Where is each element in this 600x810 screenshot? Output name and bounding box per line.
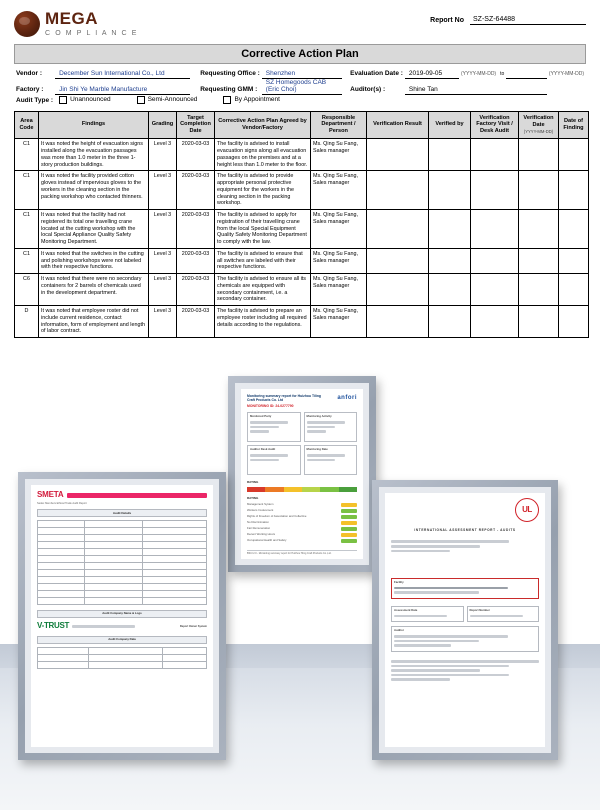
cell-grading: Level 3 bbox=[149, 306, 177, 338]
smeta-row bbox=[38, 570, 207, 577]
table-row bbox=[15, 210, 589, 249]
smeta-row bbox=[38, 528, 207, 535]
rating-row bbox=[247, 509, 357, 513]
cell-verification-result[interactable] bbox=[367, 210, 429, 249]
cell-findings: It was noted that the facility had not registered its total one travelling crane located at the cutting workshop with the local Special Appliance Quality Safety Monitoring Department. bbox=[39, 210, 149, 249]
cell-verification-date[interactable] bbox=[519, 248, 559, 273]
cell-verification-visit[interactable] bbox=[471, 274, 519, 306]
cell-date-of-finding[interactable] bbox=[559, 210, 589, 249]
cell-area-code: D bbox=[15, 306, 39, 338]
col-target-date: Target Completion Date bbox=[177, 111, 215, 139]
rating-row-label: Workers Involvement bbox=[247, 508, 274, 513]
smeta-subtitle: Sedex Members Ethical Trade Audit Report bbox=[37, 501, 87, 505]
cell-cap: The facility is advised to prepare an employee roster including all required details according to the regulations. bbox=[215, 306, 311, 338]
col-verification-visit: Verification Factory Visit / Desk Audit bbox=[471, 111, 519, 139]
auditors-label: Auditor(s) : bbox=[350, 86, 386, 93]
cell-cap: The facility is advised to provide appropriate personal protective equipment for the workers in the cleaning section in the packing workshop. bbox=[215, 171, 311, 210]
framed-report-ul bbox=[372, 480, 558, 760]
monitoring-box-title: Monitoring Activity bbox=[306, 414, 332, 419]
cell-target-date: 2020-03-03 bbox=[177, 306, 215, 338]
col-grading: Grading bbox=[149, 111, 177, 139]
ul-date-block bbox=[391, 606, 464, 622]
cell-verification-visit[interactable] bbox=[471, 210, 519, 249]
ul-block-title: Auditor bbox=[394, 628, 404, 633]
mega-logo-icon bbox=[14, 11, 40, 37]
rating-chip bbox=[341, 533, 357, 537]
cell-area-code: C1 bbox=[15, 171, 39, 210]
monitoring-box bbox=[304, 445, 358, 475]
requesting-office-value: Shenzhen bbox=[262, 69, 342, 78]
rating-chip bbox=[341, 539, 357, 543]
rating-scale bbox=[247, 487, 357, 492]
cell-verification-date[interactable] bbox=[519, 274, 559, 306]
requesting-gmm-value: SZ Homegoods CAB (Eric Choi) bbox=[262, 78, 342, 94]
requesting-gmm-label: Requesting GMM : bbox=[200, 86, 258, 93]
monitoring-heading: Monitoring summary report for Huizhou Tiling Craft Products Co. Ltd bbox=[247, 394, 321, 403]
document-header bbox=[0, 0, 600, 338]
auditors-value: Shine Tan bbox=[405, 78, 547, 94]
cell-verification-visit[interactable] bbox=[471, 139, 519, 171]
col-verification-date: Verification Date (YYYY-MM-DD) bbox=[519, 111, 559, 139]
ul-sheet bbox=[385, 493, 545, 747]
cell-target-date: 2020-03-03 bbox=[177, 248, 215, 273]
cell-date-of-finding[interactable] bbox=[559, 306, 589, 338]
smeta-row bbox=[38, 654, 207, 661]
cell-responsible: Ms. Qing Su Fang, Sales manager bbox=[311, 171, 367, 210]
smeta-company-title: Audit Company Name & Logo bbox=[37, 610, 207, 618]
rating-row bbox=[247, 533, 357, 537]
rating-row bbox=[247, 527, 357, 531]
cell-area-code: C1 bbox=[15, 248, 39, 273]
rating-row-label: Management System bbox=[247, 502, 274, 507]
cell-findings: It was noted that the switches in the cutting and polishing workshops were not labeled with their respective functions. bbox=[39, 248, 149, 273]
evaluation-date-hint-1: (YYYY-MM-DD) bbox=[461, 71, 497, 77]
rating-chip bbox=[341, 527, 357, 531]
smeta-logo: SMETA bbox=[37, 490, 64, 499]
smeta-row bbox=[38, 521, 207, 528]
brand-name: MEGA bbox=[45, 9, 98, 28]
cell-verification-date[interactable] bbox=[519, 210, 559, 249]
framed-report-monitoring-summary bbox=[228, 376, 376, 572]
table-row bbox=[15, 274, 589, 306]
cell-verification-date[interactable] bbox=[519, 139, 559, 171]
cell-cap: The facility is advised to ensure all its chemicals are equipped with secondary containment, i.e. a secondary container. bbox=[215, 274, 311, 306]
anfori-logo: anfori bbox=[337, 395, 357, 401]
table-row bbox=[15, 248, 589, 273]
vtrust-logo: V-TRUST bbox=[37, 621, 70, 631]
frame-mat bbox=[379, 487, 551, 753]
col-area-code: Area Code bbox=[15, 111, 39, 139]
col-findings: Findings bbox=[39, 111, 149, 139]
table-row bbox=[15, 139, 589, 171]
rating-row-label: Decent Working Hours bbox=[247, 532, 276, 537]
audit-type-label: Audit Type : bbox=[16, 96, 54, 104]
cell-verified-by[interactable] bbox=[429, 274, 471, 306]
monitoring-summary-sheet bbox=[241, 389, 363, 559]
vendor-label: Vendor : bbox=[16, 70, 43, 77]
col-responsible: Responsible Department / Person bbox=[311, 111, 367, 139]
rating-chip bbox=[341, 503, 357, 507]
cell-target-date: 2020-03-03 bbox=[177, 210, 215, 249]
rating-chip bbox=[341, 521, 357, 525]
rating-row-label: Fair Remuneration bbox=[247, 526, 271, 531]
smeta-footer-title: Audit Company Data bbox=[37, 636, 207, 644]
report-number bbox=[430, 16, 586, 25]
monitoring-box-title: Monitoring Date bbox=[306, 447, 328, 452]
smeta-row bbox=[38, 577, 207, 584]
evaluation-date-to: to bbox=[500, 71, 505, 77]
ul-report-title: INTERNATIONAL ASSESSMENT REPORT - AUDITS bbox=[414, 528, 516, 532]
meta-fields bbox=[14, 69, 586, 105]
smeta-band bbox=[67, 493, 207, 498]
brand-subtitle: C O M P L I A N C E bbox=[45, 30, 139, 37]
factory-value: Jin Shi Ye Marble Manufacture bbox=[55, 78, 190, 94]
cell-verification-result[interactable] bbox=[367, 248, 429, 273]
cell-responsible: Ms. Qing Su Fang, Sales manager bbox=[311, 306, 367, 338]
monitoring-box-title: Auditor Desk Audit bbox=[250, 447, 276, 452]
cell-area-code: C6 bbox=[15, 274, 39, 306]
checkbox-unannounced-label: Unannounced bbox=[70, 96, 111, 103]
rating-chip bbox=[341, 509, 357, 513]
evaluation-date-hint-2: (YYYY-MM-DD) bbox=[548, 71, 584, 77]
cell-cap: The facility is advised to install evacuation signs along all evacuation passages on the premises and at a height less than 1.0 meter to the floor. bbox=[215, 139, 311, 171]
cell-verified-by[interactable] bbox=[429, 210, 471, 249]
table-body bbox=[15, 139, 589, 338]
checkbox-unannounced[interactable] bbox=[59, 96, 110, 104]
cell-verification-visit[interactable] bbox=[471, 306, 519, 338]
checkbox-by-appointment-label: By Appointment bbox=[234, 96, 280, 103]
table-row bbox=[15, 171, 589, 210]
cell-grading: Level 3 bbox=[149, 248, 177, 273]
col-cap: Corrective Action Plan Agreed by Vendor/Factory bbox=[215, 111, 311, 139]
vtrust-block bbox=[37, 621, 207, 632]
rating-row bbox=[247, 503, 357, 507]
cell-grading: Level 3 bbox=[149, 139, 177, 171]
cell-grading: Level 3 bbox=[149, 274, 177, 306]
cell-verification-visit[interactable] bbox=[471, 171, 519, 210]
requesting-office-label: Requesting Office : bbox=[200, 70, 260, 77]
cell-responsible: Ms. Qing Su Fang, Sales manager bbox=[311, 248, 367, 273]
checkbox-semi-announced[interactable] bbox=[137, 96, 198, 104]
cell-area-code: C1 bbox=[15, 210, 39, 249]
smeta-row bbox=[38, 549, 207, 556]
cell-date-of-finding[interactable] bbox=[559, 139, 589, 171]
rating-section-title: RATING bbox=[247, 480, 259, 485]
frame-mat bbox=[235, 383, 369, 565]
cell-date-of-finding[interactable] bbox=[559, 171, 589, 210]
certificate-gallery bbox=[0, 368, 600, 810]
col-date-of-finding: Date of Finding bbox=[559, 111, 589, 139]
rating-row bbox=[247, 521, 357, 525]
cell-verification-date[interactable] bbox=[519, 306, 559, 338]
checkbox-unannounced-box[interactable] bbox=[59, 96, 67, 104]
brand-row bbox=[14, 10, 586, 37]
evaluation-date-value: 2019-09-05 bbox=[405, 69, 459, 78]
checkbox-by-appointment[interactable] bbox=[223, 96, 280, 104]
cell-findings: It was noted that employee roster did not include current residence, contact information, form of employment and length of labor contract. bbox=[39, 306, 149, 338]
factory-label: Factory : bbox=[16, 86, 44, 93]
ul-facility-block bbox=[391, 578, 539, 599]
rating-row bbox=[247, 539, 357, 543]
cell-verification-date[interactable] bbox=[519, 171, 559, 210]
monitoring-box bbox=[247, 412, 301, 442]
cell-verification-result[interactable] bbox=[367, 171, 429, 210]
evaluation-date-label: Evaluation Date : bbox=[350, 70, 403, 77]
ul-auditor-block bbox=[391, 626, 539, 652]
checkbox-by-appointment-box[interactable] bbox=[223, 96, 231, 104]
rating-row bbox=[247, 515, 357, 519]
rating-row-label: No Discrimination bbox=[247, 520, 269, 525]
audit-type-options bbox=[55, 94, 586, 105]
framed-report-smeta bbox=[18, 472, 226, 760]
corrective-action-table bbox=[14, 111, 589, 339]
report-owner-label: Report Owner System bbox=[179, 624, 207, 628]
monitoring-box bbox=[304, 412, 358, 442]
cell-findings: It was noted the height of evacuation signs installed along the evacuation passages was more than 1.0 meter in the three 1-story production buildings. bbox=[39, 139, 149, 171]
smeta-row bbox=[38, 535, 207, 542]
report-no-value: SZ-SZ-64488 bbox=[470, 16, 586, 25]
table-row bbox=[15, 306, 589, 338]
smeta-row bbox=[38, 661, 207, 668]
cell-responsible: Ms. Qing Su Fang, Sales manager bbox=[311, 274, 367, 306]
smeta-sheet bbox=[31, 485, 213, 747]
smeta-row bbox=[38, 556, 207, 563]
cell-findings: It was noted that there were no secondary containers for 2 barrels of chemicals used in the development department. bbox=[39, 274, 149, 306]
rating-row-label: Rights of Freedom of Association and Collective bbox=[247, 514, 307, 519]
smeta-section-title: Audit Details bbox=[37, 509, 207, 517]
frame-mat bbox=[25, 479, 219, 753]
cell-cap: The facility is advised to ensure that all switches are labeled with their respective functions. bbox=[215, 248, 311, 273]
cell-cap: The facility is advised to apply for registration of their travelling crane from the local Special Equipment Quality Safety Monitoring Department to comply with the law. bbox=[215, 210, 311, 249]
monitoring-box bbox=[247, 445, 301, 475]
rating-rows bbox=[247, 503, 357, 543]
vendor-value: December Sun International Co., Ltd bbox=[55, 69, 190, 78]
cell-verified-by[interactable] bbox=[429, 306, 471, 338]
report-no-label: Report No bbox=[430, 17, 464, 24]
cell-verified-by[interactable] bbox=[429, 171, 471, 210]
cell-responsible: Ms. Qing Su Fang, Sales manager bbox=[311, 139, 367, 171]
ul-block-title: Assessment Date bbox=[394, 608, 418, 613]
rating-list-title: RATING bbox=[247, 496, 259, 501]
smeta-row bbox=[38, 542, 207, 549]
cell-verification-result[interactable] bbox=[367, 139, 429, 171]
monitoring-footer: BSCI 2.0 - Monitoring summary report for Huizhou Tiling Craft Products Co.,Ltd. bbox=[247, 550, 357, 555]
cell-target-date: 2020-03-03 bbox=[177, 139, 215, 171]
smeta-details-table bbox=[37, 520, 207, 605]
cell-date-of-finding[interactable] bbox=[559, 248, 589, 273]
evaluation-date-end bbox=[506, 69, 547, 78]
ul-block-title: Facility bbox=[394, 580, 404, 585]
monitoring-id: MONITORING ID: 24-0277790 bbox=[247, 403, 294, 408]
monitoring-box-title: Monitored Party bbox=[250, 414, 272, 419]
cell-date-of-finding[interactable] bbox=[559, 274, 589, 306]
col-verification-result: Verification Result bbox=[367, 111, 429, 139]
ul-logo-icon: UL bbox=[515, 498, 539, 522]
cell-findings: It was noted the facility provided cotton gloves instead of impervious gloves to the workers in the cleaning section in the packing workshop who contacted thinners. bbox=[39, 171, 149, 210]
checkbox-semi-announced-box[interactable] bbox=[137, 96, 145, 104]
smeta-footer-table bbox=[37, 647, 207, 669]
rating-chip bbox=[341, 515, 357, 519]
smeta-row bbox=[38, 598, 207, 605]
cell-verified-by[interactable] bbox=[429, 139, 471, 171]
smeta-row bbox=[38, 563, 207, 570]
cell-responsible: Ms. Qing Su Fang, Sales manager bbox=[311, 210, 367, 249]
smeta-row bbox=[38, 591, 207, 598]
cell-verified-by[interactable] bbox=[429, 248, 471, 273]
col-verified-by: Verified by bbox=[429, 111, 471, 139]
col-verification-date-hint: (YYYY-MM-DD) bbox=[523, 129, 554, 135]
smeta-row bbox=[38, 584, 207, 591]
smeta-row bbox=[38, 647, 207, 654]
ul-report-number-block bbox=[467, 606, 540, 622]
cell-area-code: C1 bbox=[15, 139, 39, 171]
page-title: Corrective Action Plan bbox=[14, 44, 586, 64]
brand-logo bbox=[14, 10, 138, 37]
monitoring-info-grid bbox=[247, 412, 357, 475]
cell-verification-visit[interactable] bbox=[471, 248, 519, 273]
cell-verification-result[interactable] bbox=[367, 306, 429, 338]
rating-row-label: Occupational Health and Safety bbox=[247, 538, 287, 543]
cell-target-date: 2020-03-03 bbox=[177, 171, 215, 210]
cell-grading: Level 3 bbox=[149, 210, 177, 249]
ul-block-title: Report Number bbox=[469, 608, 490, 613]
cell-grading: Level 3 bbox=[149, 171, 177, 210]
cell-verification-result[interactable] bbox=[367, 274, 429, 306]
checkbox-semi-announced-label: Semi-Announced bbox=[147, 96, 198, 103]
table-header-row bbox=[15, 111, 589, 139]
cell-target-date: 2020-03-03 bbox=[177, 274, 215, 306]
